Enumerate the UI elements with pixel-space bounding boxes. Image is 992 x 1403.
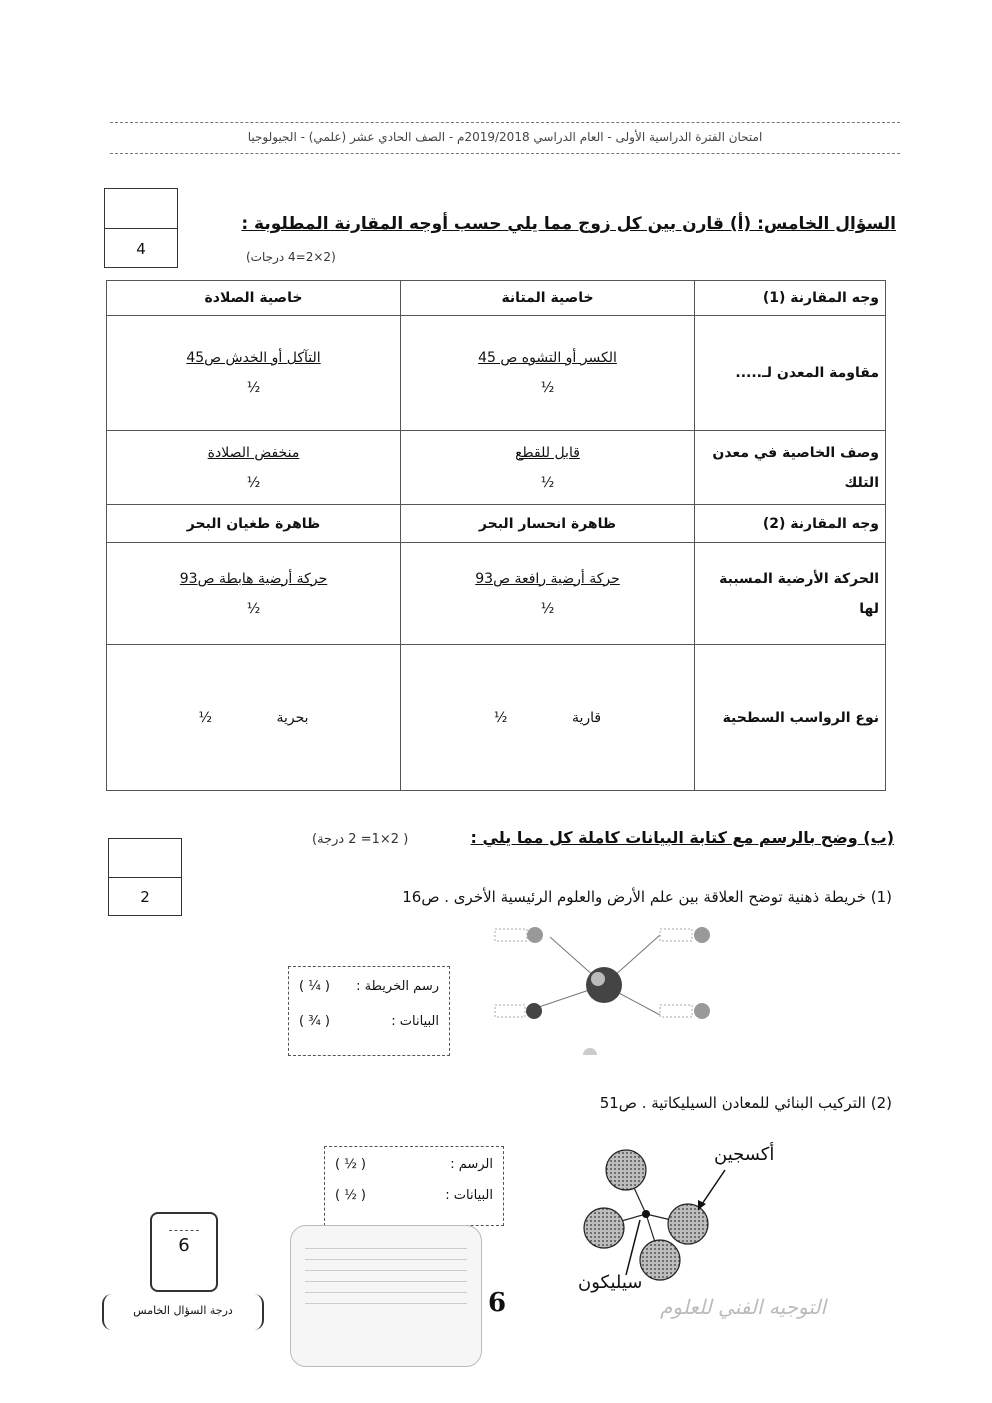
cell-mark: ½ <box>540 474 555 491</box>
table-row <box>107 431 886 505</box>
grading-mark: ( ½ ) <box>335 1188 367 1203</box>
question-b-marks: ( 2×1= 2 درجة) <box>312 832 409 847</box>
cell-answer: حركة أرضية رافعة ص93 <box>475 570 620 587</box>
grading-mark: ( ¾ ) <box>299 1014 331 1029</box>
grading-label: البيانات : <box>391 1014 439 1029</box>
cell: ظاهرة انحسار البحر <box>401 505 695 543</box>
cell-mark: ½ <box>246 474 261 491</box>
total-score-box <box>150 1212 218 1292</box>
cell-mark: ½ <box>246 600 261 617</box>
cell: ظاهرة طغيان البحر <box>107 505 401 543</box>
score-b-value: 2 <box>140 888 150 906</box>
row-label: مقاومة المعدن لـ..... <box>695 316 886 431</box>
silicon-label: سيليكون <box>578 1272 643 1293</box>
page-number: 6 <box>488 1288 507 1318</box>
grading-mark: ( ½ ) <box>335 1157 367 1172</box>
score-box-a <box>104 188 178 268</box>
cell: خاصية المتانة <box>401 281 695 316</box>
cell <box>401 543 695 645</box>
question-a-title: السؤال الخامس: (أ) قارن بين كل زوج مما يلي حسب أوجه المقارنة المطلوبة : <box>241 214 896 234</box>
grading-row <box>289 979 449 994</box>
cell-mark: ½ <box>246 380 261 396</box>
exam-header: امتحان الفترة الدراسية الأولى - العام الدراسي 2019/2018م - الصف الحادي عشر (علمي) - الجيولوجيا <box>110 122 900 154</box>
row-label: وصف الخاصية في معدن التلك <box>695 431 886 505</box>
cell-answer: الكسر أو التشوه ص 45 <box>478 350 617 366</box>
cell-mark: ½ <box>198 709 213 726</box>
cell: خاصية الصلادة <box>107 281 401 316</box>
cell-mark: ½ <box>493 709 508 726</box>
total-score-value: 6 <box>178 1235 190 1256</box>
question-b-item1: (1) خريطة ذهنية توضح العلاقة بين علم الأرض والعلوم الرئيسية الأخرى . ص16 <box>402 888 892 906</box>
cell-answer: قارية <box>571 709 602 726</box>
grading-mark: ( ¼ ) <box>299 979 331 994</box>
table-row <box>107 645 886 791</box>
oxygen-label: أكسجين <box>714 1144 775 1165</box>
cell-answer: حركة أرضية هابطة ص93 <box>179 570 328 587</box>
grading-row <box>325 1157 503 1172</box>
row-label: وجه المقارنة (2) <box>695 505 886 543</box>
comparison-table <box>106 280 886 791</box>
table-row <box>107 281 886 316</box>
item2-grading-box <box>324 1146 504 1226</box>
table-row <box>107 543 886 645</box>
grading-label: الرسم : <box>450 1157 493 1172</box>
supervisor-signature: التوجيه الفني للعلوم <box>660 1295 827 1319</box>
cell-answer: قابل للقطع <box>515 444 580 461</box>
question-b-title: (ب) وضح بالرسم مع كتابة البيانات كاملة كل مما يلي : <box>470 828 894 847</box>
cell-mark: ½ <box>540 380 555 396</box>
cell <box>107 645 401 791</box>
cell <box>107 543 401 645</box>
score-a-value: 4 <box>136 239 146 258</box>
cell-answer: منخفض الصلادة <box>207 444 300 461</box>
cell-mark: ½ <box>540 600 555 617</box>
table-row <box>107 505 886 543</box>
row-label: نوع الرواسب السطحية <box>695 645 886 791</box>
score-box-b <box>108 838 182 916</box>
grading-label: البيانات : <box>445 1188 493 1203</box>
cell-answer: بحرية <box>276 709 309 726</box>
grading-label: رسم الخريطة : <box>356 979 439 994</box>
cell <box>107 431 401 505</box>
table-row <box>107 316 886 431</box>
item1-grading-box <box>288 966 450 1056</box>
score-caption: درجة السؤال الخامس <box>102 1294 264 1330</box>
mind-map-diagram <box>490 915 730 1055</box>
cell <box>107 316 401 431</box>
cell <box>401 431 695 505</box>
cell <box>401 316 695 431</box>
grading-row <box>325 1188 503 1203</box>
cell <box>401 645 695 791</box>
cell-answer: التآكل أو الخدش ص45 <box>186 350 321 366</box>
grading-row <box>289 1014 449 1029</box>
question-a-marks: (2×2=4 درجات) <box>246 250 336 264</box>
row-label: الحركة الأرضية المسببة لها <box>695 543 886 645</box>
school-stamp <box>290 1225 482 1367</box>
row-label: وجه المقارنة (1) <box>695 281 886 316</box>
question-b-item2: (2) التركيب البنائي للمعادن السيليكاتية . ص51 <box>599 1094 892 1112</box>
